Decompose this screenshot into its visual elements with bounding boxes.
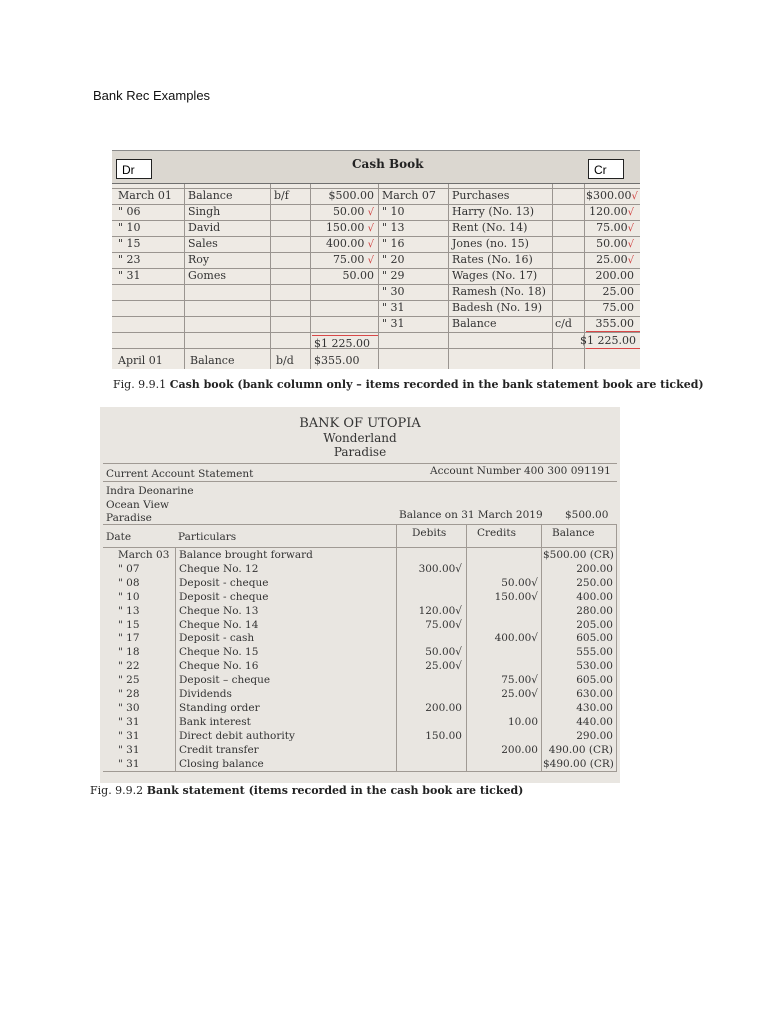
row-particulars: Cheque No. 16 — [179, 660, 259, 673]
row-debit: 50.00√ — [425, 646, 462, 659]
tick-mark: √ — [631, 191, 638, 202]
tick-mark: √ — [364, 223, 374, 234]
debit-amount: 50.00 — [342, 269, 374, 282]
cash-book-title: Cash Book — [352, 157, 424, 171]
row-date: " 31 — [118, 743, 140, 756]
credit-date: " 31 — [382, 301, 405, 314]
divider — [103, 481, 617, 482]
row-particulars: Bank interest — [179, 715, 251, 728]
row-credit: 75.00√ — [501, 674, 538, 687]
closing-date: April 01 — [118, 354, 163, 367]
credit-amount: 120.00√ — [589, 205, 634, 218]
credit-amount: 200.00 — [595, 269, 634, 282]
header-credits: Credits — [477, 527, 516, 539]
row-debit: 25.00√ — [425, 660, 462, 673]
frame-rule — [616, 524, 617, 771]
row-particulars: Direct debit authority — [179, 729, 295, 742]
row-particulars: Deposit - cash — [179, 632, 255, 645]
row-debit: 200.00 — [425, 701, 462, 714]
column-rule — [552, 184, 553, 369]
row-date: " 17 — [118, 632, 140, 645]
credit-date: " 13 — [382, 221, 405, 234]
row-debit: 300.00√ — [418, 562, 462, 575]
debit-particulars: Balance — [188, 189, 233, 202]
row-credit: 150.00√ — [494, 590, 538, 603]
tick-mark: √ — [364, 207, 374, 218]
row-particulars: Deposit - cheque — [179, 576, 269, 589]
row-particulars: Cheque No. 14 — [179, 618, 259, 631]
credit-amount: 25.00√ — [596, 253, 634, 266]
row-particulars: Standing order — [179, 701, 260, 714]
credit-amount: 50.00√ — [596, 237, 634, 250]
row-balance: $490.00 (CR) — [543, 757, 614, 770]
credit-total: $1 225.00 — [580, 334, 636, 347]
credit-particulars: Harry (No. 13) — [452, 205, 535, 218]
header-date: Date — [106, 531, 132, 543]
bank-name: BANK OF UTOPIA — [299, 416, 421, 431]
row-rule — [112, 284, 640, 285]
row-balance: 430.00 — [576, 701, 613, 714]
tick-mark: √ — [364, 239, 374, 250]
row-date: " 30 — [118, 701, 140, 714]
row-date: " 18 — [118, 646, 140, 659]
credit-date: " 30 — [382, 285, 405, 298]
credit-amount: $300.00√ — [586, 189, 638, 202]
row-date: " 15 — [118, 618, 140, 631]
row-date: " 31 — [118, 757, 140, 770]
closing-ref: b/d — [276, 354, 294, 367]
row-rule — [112, 300, 640, 301]
dr-label: Dr — [116, 159, 152, 179]
row-debit: 75.00√ — [425, 618, 462, 631]
tick-mark: √ — [627, 223, 634, 234]
debit-date: March 01 — [118, 189, 172, 202]
row-balance: 440.00 — [576, 715, 613, 728]
column-rule — [175, 547, 176, 771]
column-rule — [270, 184, 271, 369]
balance-on-label: Balance on 31 March 2019 — [399, 509, 543, 521]
row-balance: 630.00 — [576, 688, 613, 700]
row-date: " 10 — [118, 590, 140, 603]
customer-name: Indra Deonarine — [106, 485, 194, 497]
debit-particulars: Singh — [188, 205, 221, 218]
cr-label: Cr — [588, 159, 624, 179]
cash-book-header — [112, 151, 640, 184]
credit-date: " 31 — [382, 317, 405, 330]
header-debits: Debits — [412, 527, 447, 539]
divider — [103, 524, 617, 525]
row-date: " 28 — [118, 688, 140, 700]
row-balance: 555.00 — [576, 646, 613, 659]
row-balance: 205.00 — [576, 618, 613, 631]
debit-amount: 75.00 √ — [332, 253, 374, 266]
credit-amount: 355.00 — [595, 317, 634, 330]
row-particulars: Closing balance — [179, 757, 264, 770]
credit-amount: 25.00 — [602, 285, 634, 298]
cash-book-caption — [113, 378, 704, 391]
row-balance: 530.00 — [576, 660, 613, 673]
credit-ref: c/d — [555, 317, 572, 330]
debit-date: " 31 — [118, 269, 141, 282]
column-rule — [448, 184, 449, 369]
tick-mark: √ — [364, 255, 374, 266]
tick-mark: √ — [627, 207, 634, 218]
credit-total-underline — [586, 348, 640, 349]
row-date: " 25 — [118, 674, 140, 687]
divider — [103, 771, 617, 772]
column-rule — [184, 184, 185, 369]
credit-particulars: Badesh (No. 19) — [452, 301, 543, 314]
row-rule — [112, 332, 640, 333]
closing-particulars: Balance — [190, 354, 235, 367]
bank-statement-figure — [100, 407, 620, 783]
row-balance: 490.00 (CR) — [548, 743, 613, 756]
statement-label: Current Account Statement — [106, 468, 254, 480]
row-rule — [112, 348, 640, 349]
row-credit: 200.00 — [501, 743, 538, 756]
divider — [103, 463, 617, 464]
row-date: " 07 — [118, 562, 140, 575]
cash-book-figure — [112, 150, 640, 369]
bank-address-line-1: Wonderland — [323, 431, 397, 445]
row-balance: 290.00 — [576, 729, 613, 742]
row-date: " 13 — [118, 604, 140, 617]
credit-date: " 16 — [382, 237, 405, 250]
row-credit: 400.00√ — [494, 632, 538, 645]
row-particulars: Deposit - cheque — [179, 590, 269, 603]
cash-book-caption-prefix: Fig. 9.9.1 — [113, 378, 167, 391]
row-particulars: Balance brought forward — [179, 549, 313, 561]
debit-particulars: Sales — [188, 237, 218, 250]
debit-date: " 15 — [118, 237, 141, 250]
header-balance: Balance — [552, 527, 595, 539]
customer-address-line-1: Ocean View — [106, 499, 170, 511]
debit-ref: b/f — [274, 189, 289, 202]
bank-address-line-2: Paradise — [333, 445, 387, 459]
credit-particulars: Ramesh (No. 18) — [452, 285, 546, 298]
row-debit: 150.00 — [425, 729, 462, 742]
credit-date: " 29 — [382, 269, 405, 282]
row-credit: 25.00√ — [501, 688, 538, 700]
debit-date: " 06 — [118, 205, 141, 218]
debit-date: " 10 — [118, 221, 141, 234]
row-date: " 31 — [118, 729, 140, 742]
debit-amount: 50.00 √ — [332, 205, 374, 218]
debit-date: " 23 — [118, 253, 141, 266]
column-rule — [541, 524, 542, 771]
row-date: " 08 — [118, 576, 140, 589]
row-credit: 50.00√ — [501, 576, 538, 589]
row-balance: 250.00 — [576, 576, 613, 589]
debit-particulars: David — [188, 221, 221, 234]
row-particulars: Dividends — [179, 688, 232, 700]
debit-particulars: Gomes — [188, 269, 226, 282]
balance-on-value: $500.00 — [565, 509, 609, 521]
debit-total: $1 225.00 — [314, 337, 370, 350]
credit-amount: 75.00 — [602, 301, 634, 314]
row-particulars: Cheque No. 13 — [179, 604, 259, 617]
row-date: March 03 — [118, 549, 170, 561]
tick-mark: √ — [627, 239, 634, 250]
divider — [103, 547, 617, 548]
credit-particulars: Rent (No. 14) — [452, 221, 528, 234]
row-balance: 280.00 — [576, 604, 613, 617]
credit-particulars: Rates (No. 16) — [452, 253, 533, 266]
row-credit: 10.00 — [507, 715, 538, 728]
bank-statement-caption-prefix: Fig. 9.9.2 — [90, 784, 144, 797]
row-debit: 120.00√ — [418, 604, 462, 617]
row-particulars: Credit transfer — [179, 743, 259, 756]
row-balance: 605.00 — [576, 674, 613, 687]
row-balance: 605.00 — [576, 632, 613, 645]
debit-amount: $500.00 — [328, 189, 374, 202]
column-rule — [378, 184, 379, 369]
credit-amount: 75.00√ — [596, 221, 634, 234]
row-date: " 31 — [118, 715, 140, 728]
bank-statement-caption — [90, 784, 523, 797]
row-particulars: Deposit – cheque — [179, 674, 271, 687]
tick-mark: √ — [627, 255, 634, 266]
credit-particulars: Purchases — [452, 189, 510, 202]
column-rule — [466, 524, 467, 771]
account-number: Account Number 400 300 091191 — [430, 465, 611, 477]
debit-amount: 400.00 √ — [325, 237, 374, 250]
credit-particulars: Balance — [452, 317, 497, 330]
customer-address-line-2: Paradise — [106, 512, 152, 524]
row-balance: 400.00 — [576, 590, 613, 603]
closing-amount: $355.00 — [314, 354, 360, 367]
column-rule — [396, 524, 397, 771]
row-balance: 200.00 — [576, 562, 613, 575]
debit-total-rule — [312, 335, 378, 336]
column-rule — [310, 184, 311, 369]
row-balance: $500.00 (CR) — [543, 549, 614, 561]
credit-date: March 07 — [382, 189, 436, 202]
credit-date: " 20 — [382, 253, 405, 266]
row-date: " 22 — [118, 660, 140, 673]
credit-date: " 10 — [382, 205, 405, 218]
bank-statement-caption-text: Bank statement (items recorded in the cash book are ticked) — [146, 784, 524, 797]
debit-particulars: Roy — [188, 253, 210, 266]
credit-total-rule — [586, 331, 640, 332]
cash-book-caption-text: Cash book (bank column only – items recorded in the bank statement book are ticked) — [169, 378, 704, 391]
debit-amount: 150.00 √ — [325, 221, 374, 234]
credit-particulars: Wages (No. 17) — [452, 269, 538, 282]
header-particulars: Particulars — [178, 531, 237, 543]
document-title: Bank Rec Examples — [93, 88, 211, 103]
row-particulars: Cheque No. 15 — [179, 646, 259, 659]
row-particulars: Cheque No. 12 — [179, 562, 259, 575]
credit-particulars: Jones (no. 15) — [452, 237, 529, 250]
